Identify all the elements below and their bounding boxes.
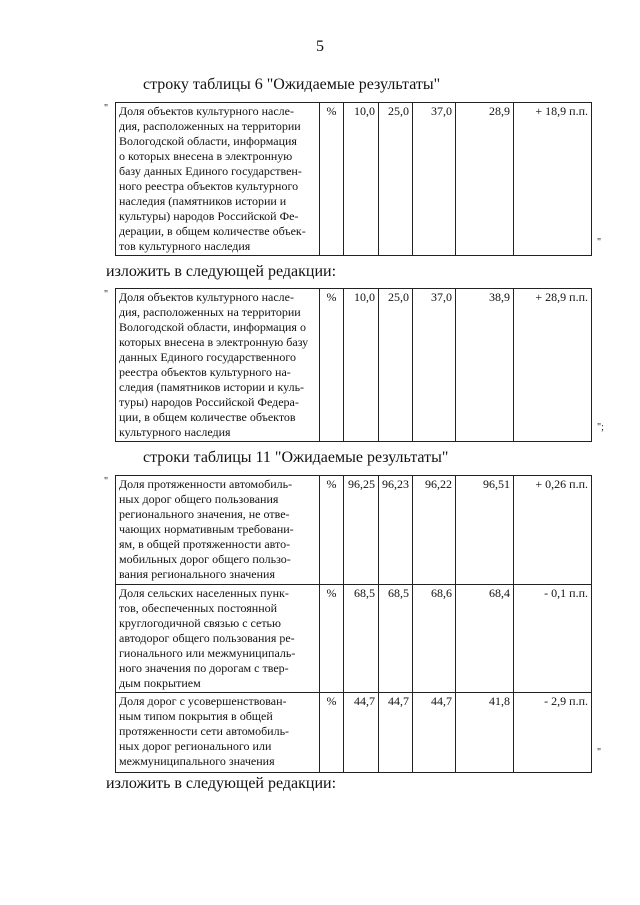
value-cell: 68,4 — [456, 585, 514, 693]
value-cell: 68,5 — [344, 585, 379, 693]
unit-cell: % — [320, 585, 344, 693]
value-cell: 96,25 — [344, 476, 379, 585]
indicator-name: Доля сельских населенных пунк- тов, обеспеченных постоянной круглогодичной связью с сетью автодорог общего пользования ре- гионального или межмуниципаль- ного значения по дорогам с твер- дым покрытием — [116, 585, 320, 693]
delta-cell: + 28,9 п.п. — [514, 289, 592, 442]
section-heading-table11: строки таблицы 11 "Ожидаемые результаты" — [143, 449, 449, 466]
value-cell: 96,51 — [456, 476, 514, 585]
value-cell: 44,7 — [344, 693, 379, 773]
table-11-original — [115, 475, 592, 773]
table-row — [116, 103, 592, 256]
unit-cell: % — [320, 693, 344, 773]
indicator-name: Доля объектов культурного насле- дия, расположенных на территории Вологодской области, информация о которых внесена в электронную базу данных Единого государствен- ного реестра объектов культурного наследия (памятников истории и культуры) народов Российской Фе- дерации, в общем количестве объек- тов культурного наследия — [116, 103, 320, 256]
table-6-original — [115, 102, 592, 256]
indicator-name: Доля дорог с усовершенствован- ным типом покрытия в общей протяженности сети автомобиль- ных дорог регионального или межмуниципального значения — [116, 693, 320, 773]
value-cell: 25,0 — [379, 289, 413, 442]
close-quote: " — [597, 237, 602, 248]
value-cell: 68,5 — [379, 585, 413, 693]
unit-cell: % — [320, 103, 344, 256]
page-number: 5 — [316, 38, 324, 55]
unit-cell: % — [320, 476, 344, 585]
close-quote: "; — [597, 422, 604, 433]
indicator-name: Доля объектов культурного насле- дия, расположенных на территории Вологодской области, информация о которых внесена в электронную базу данных Единого государственного реестра объектов культурного на- следия (памятников истории и куль- туры) народов Российской Федера- ции, в общем количестве объектов культурного наследия — [116, 289, 320, 442]
open-quote: " — [104, 289, 109, 300]
value-cell: 96,22 — [413, 476, 456, 585]
table-6-new — [115, 288, 592, 442]
value-cell: 28,9 — [456, 103, 514, 256]
delta-cell: + 18,9 п.п. — [514, 103, 592, 256]
table-row — [116, 585, 592, 693]
value-cell: 25,0 — [379, 103, 413, 256]
open-quote: " — [104, 103, 109, 114]
value-cell: 38,9 — [456, 289, 514, 442]
value-cell: 68,6 — [413, 585, 456, 693]
value-cell: 96,23 — [379, 476, 413, 585]
table-row — [116, 693, 592, 773]
value-cell: 10,0 — [344, 289, 379, 442]
section-heading-new-edition: изложить в следующей редакции: — [106, 775, 337, 792]
value-cell: 37,0 — [413, 103, 456, 256]
section-heading-table6: строку таблицы 6 "Ожидаемые результаты" — [143, 76, 441, 93]
delta-cell: - 0,1 п.п. — [514, 585, 592, 693]
close-quote: " — [597, 747, 602, 758]
delta-cell: + 0,26 п.п. — [514, 476, 592, 585]
unit-cell: % — [320, 289, 344, 442]
indicator-name: Доля протяженности автомобиль- ных дорог общего пользования регионального значения, не отве- чающих нормативным требовани- ям, в общей протяженности авто- мобильных дорог общего пользо- вания регионального значения — [116, 476, 320, 585]
value-cell: 37,0 — [413, 289, 456, 442]
section-heading-new-edition: изложить в следующей редакции: — [106, 263, 337, 280]
delta-cell: - 2,9 п.п. — [514, 693, 592, 773]
table-row — [116, 476, 592, 585]
value-cell: 44,7 — [413, 693, 456, 773]
open-quote: " — [104, 476, 109, 487]
table-row — [116, 289, 592, 442]
value-cell: 10,0 — [344, 103, 379, 256]
value-cell: 41,8 — [456, 693, 514, 773]
value-cell: 44,7 — [379, 693, 413, 773]
